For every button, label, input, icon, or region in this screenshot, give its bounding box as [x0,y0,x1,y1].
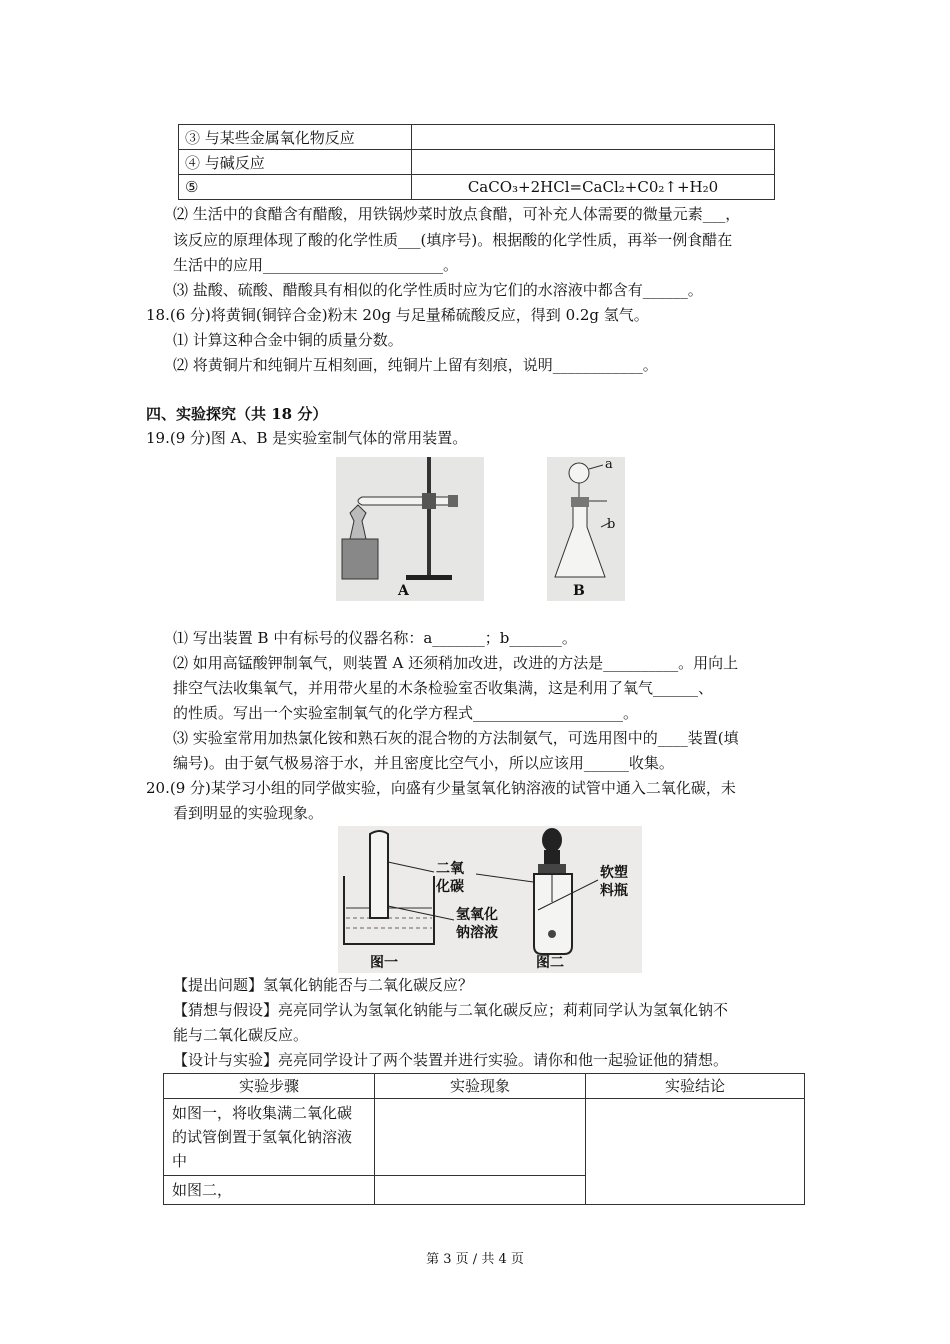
header-cell: 实验现象 [375,1074,586,1099]
q19-part2-line2: 排空气法收集氧气，并用带火星的木条检验室否收集满，这是利用了氧气______、 [173,679,714,697]
co2-label [436,860,464,896]
bottle-label-line2: 料瓶 [600,883,628,899]
table-header-row [164,1074,805,1099]
q20-hypothesis-line2: 能与二氧化碳反应。 [173,1026,309,1044]
q17-part2-line1: ⑵ 生活中的食醋含有醋酸，用铁锅炒菜时放点食醋，可补充人体需要的微量元素___， [173,205,741,223]
section-title: 四、实验探究（共 18 分） [146,405,328,423]
label-a: a [605,457,613,472]
header-cell: 实验结论 [586,1074,805,1099]
figure-a-label: A [398,583,409,599]
q18-part2: ⑵ 将黄铜片和纯铜片互相刻画，纯铜片上留有刻痕，说明____________。 [173,356,658,374]
apparatus-b-figure [547,457,625,601]
apparatus-a-figure [336,457,484,601]
q17-part2-line3: 生活中的应用________________________。 [173,256,459,274]
experiment-table [163,1073,805,1205]
acid-properties-table [178,124,775,200]
q19-part3-line2: 编号)。由于氨气极易溶于水，并且密度比空气小，所以应该用______收集。 [173,754,674,772]
table-cell: ③ 与某些金属氧化物反应 [179,125,412,150]
q20-heading-line1: 20.(9 分)某学习小组的同学做实验，向盛有少量氢氧化钠溶液的试管中通入二氧化碳，未 [146,779,736,797]
table-cell [412,125,775,150]
q19-heading: 19.(9 分)图 A、B 是实验室制气体的常用装置。 [146,429,468,447]
co2-naoh-figure [338,826,642,973]
table-cell: ④ 与碱反应 [179,150,412,175]
equation-cell: CaCO₃+2HCl=CaCl₂+C0₂↑+H₂0 [412,175,775,200]
table-row [179,150,775,175]
q20-heading-line2: 看到明显的实验现象。 [173,804,324,822]
figure-b-label: B [573,583,585,599]
q20-design: 【设计与实验】亮亮同学设计了两个装置并进行实验。请你和他一起验证他的猜想。 [173,1051,729,1069]
co2-label-line1: 二氧 [436,861,464,877]
q17-part3: ⑶ 盐酸、硫酸、醋酸具有相似的化学性质时应为它们的水溶液中都含有______。 [173,281,703,299]
conclusion-cell [586,1099,805,1205]
q19-part3-line1: ⑶ 实验室常用加热氯化铵和熟石灰的混合物的方法制氨气，可选用图中的____装置(填 [173,729,739,747]
q17-part2-line2: 该反应的原理体现了酸的化学性质___(填序号)。根据酸的化学性质，再举一例食醋在 [173,231,733,249]
q19-part1: ⑴ 写出装置 B 中有标号的仪器名称：a_______；b_______。 [173,629,577,647]
table-row [179,125,775,150]
table-cell: ⑤ [179,175,412,200]
co2-naoh-drawing [338,826,642,973]
page-footer: 第 3 页 / 共 4 页 [426,1252,524,1267]
observation-cell [375,1099,586,1176]
q19-part2-line1: ⑵ 如用高锰酸钾制氧气，则装置 A 还须稍加改进，改进的方法是__________。用向上 [173,654,739,672]
q18-heading: 18.(6 分)将黄铜(铜锌合金)粉末 20g 与足量稀硫酸反应，得到 0.2g 氢气。 [146,306,649,324]
header-cell: 实验步骤 [164,1074,375,1099]
observation-cell [375,1176,586,1205]
figure-2-label: 图二 [536,955,564,971]
q19-part2-line3: 的性质。写出一个实验室制氧气的化学方程式____________________。 [173,704,639,722]
plastic-bottle-label [600,864,628,900]
label-b: b [607,517,616,532]
table-row [179,175,775,200]
figure-1-label: 图一 [370,955,398,971]
q20-hypothesis-line1: 【猜想与假设】亮亮同学认为氢氧化钠能与二氧化碳反应；莉莉同学认为氢氧化钠不 [173,1001,729,1019]
q20-problem: 【提出问题】氢氧化钠能否与二氧化碳反应？ [173,976,474,994]
naoh-label-line2: 钠溶液 [456,925,498,941]
co2-label-line2: 化碳 [436,879,464,895]
naoh-label [456,906,498,942]
step-cell: 如图二， [164,1176,375,1205]
bottle-label-line1: 软塑 [600,865,628,881]
naoh-label-line1: 氢氧化 [456,907,498,923]
table-cell [412,150,775,175]
step-cell: 如图一，将收集满二氧化碳的试管倒置于氢氧化钠溶液中 [164,1099,375,1176]
q18-part1: ⑴ 计算这种合金中铜的质量分数。 [173,331,403,349]
table-row [164,1099,805,1176]
apparatus-a-drawing [336,457,484,601]
